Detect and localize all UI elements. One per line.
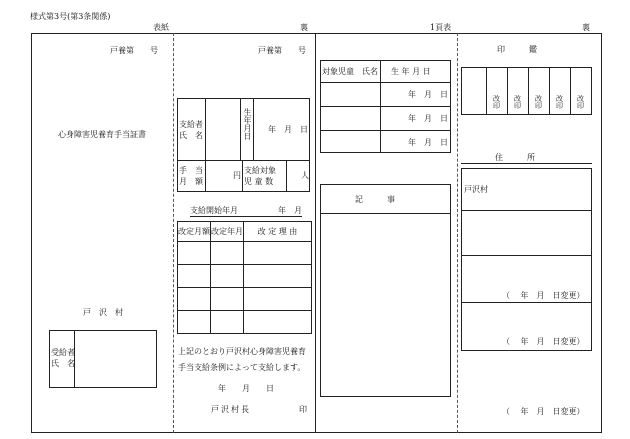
payee-row-divider (177, 160, 310, 161)
child-birth-1: 年 月 日 (408, 90, 448, 99)
address-change-2: （ 年 月 日変更） (502, 337, 585, 346)
child-row-1 (320, 82, 451, 83)
statement-line-2: 手当支給条例によって支給します。 (178, 363, 306, 372)
revision-seal-3: 改印 (535, 95, 542, 110)
allowance-col (242, 160, 243, 192)
spine-line (315, 33, 316, 433)
address-underline (461, 163, 592, 164)
payee-col-1 (205, 98, 206, 192)
revision-header-date: 改定年月 (211, 222, 244, 242)
allowance-month-label: 月 額 (179, 177, 203, 186)
revision-row (178, 265, 312, 288)
payee-label: 支給者 (179, 120, 203, 129)
address-table (461, 168, 592, 351)
revision-seal-1: 改印 (493, 95, 500, 110)
start-underline (190, 216, 302, 217)
seal-col-4 (549, 67, 550, 115)
address-change-3: （ 年 月 日変更） (502, 407, 585, 416)
revision-seal-5: 改印 (577, 95, 584, 110)
child-birth-3: 年 月 日 (408, 138, 448, 147)
child-row-3 (320, 130, 451, 131)
notes-header: 記 事 (355, 195, 395, 204)
form-title: 様式第3号(第3条関係) (30, 12, 111, 21)
payee-col-2 (240, 98, 241, 160)
mayor-label: 戸沢村長 (211, 405, 251, 414)
revision-header-reason: 改 定 理 由 (244, 222, 312, 242)
cover-number: 戸養第 号 (110, 46, 158, 55)
seal-table (461, 67, 592, 115)
address-change-1: （ 年 月 日変更） (502, 291, 585, 300)
yen-unit: 円 (233, 171, 241, 180)
statement-line-1: 上記のとおり戸沢村心身障害児養育 (178, 347, 306, 356)
child-birth-header: 生 年 月 日 (391, 67, 431, 76)
seal-col-5 (570, 67, 571, 115)
address-header: 住 所 (495, 153, 535, 162)
payee-name-label: 氏 名 (179, 131, 203, 140)
birth-label: 生年月日 (243, 108, 252, 140)
allowance-label: 手 当 (179, 166, 203, 175)
revision-seal-2: 改印 (514, 95, 521, 110)
revision-row (178, 242, 312, 265)
address-row-2 (461, 255, 592, 256)
revision-seal-4: 改印 (556, 95, 563, 110)
start-value: 年 月 (278, 206, 302, 215)
seal-col-3 (528, 67, 529, 115)
seal-col-1 (486, 67, 487, 115)
start-label: 支給開始年月 (190, 206, 238, 215)
header-page1: 1頁表 (430, 23, 452, 32)
recipient-name-label: 氏 名 (51, 359, 75, 368)
certificate-title: 心身障害児養育手当証書 (58, 130, 146, 139)
child-row-2 (320, 106, 451, 107)
revision-row (178, 288, 312, 311)
address-row-3 (461, 302, 592, 303)
cover-village: 戸 沢 村 (83, 308, 123, 317)
address-village: 戸沢村 (464, 185, 488, 194)
payee-col-3 (253, 98, 254, 160)
header-back: 裏 (300, 23, 308, 32)
seal-col-2 (507, 67, 508, 115)
issue-date: 年 月 日 (218, 384, 274, 393)
address-row-1 (461, 210, 592, 211)
children-col (286, 160, 287, 192)
children-label: 支給対象 (244, 166, 276, 175)
child-birth-2: 年 月 日 (408, 114, 448, 123)
revision-row (178, 311, 312, 334)
fold-line-2 (457, 33, 458, 433)
header-cover: 表紙 (153, 23, 169, 32)
recipient-label: 受給者 (51, 348, 75, 357)
child-name-header: 対象児童 氏名 (322, 67, 378, 76)
header-back2: 裏 (582, 23, 590, 32)
payee-birth-date: 年 月 日 (268, 125, 308, 134)
seal-header: 印 鑑 (497, 45, 537, 54)
notes-field[interactable] (321, 214, 450, 396)
fold-line-1 (173, 33, 174, 433)
mayor-seal: 印 (299, 405, 307, 414)
revision-header-amount: 改定月額 (178, 222, 211, 242)
back-number: 戸養第 号 (258, 46, 306, 55)
person-unit: 人 (301, 171, 309, 180)
recipient-name-field[interactable] (75, 331, 156, 387)
revision-table (177, 221, 312, 334)
children-count-label: 児 童 数 (244, 177, 274, 186)
